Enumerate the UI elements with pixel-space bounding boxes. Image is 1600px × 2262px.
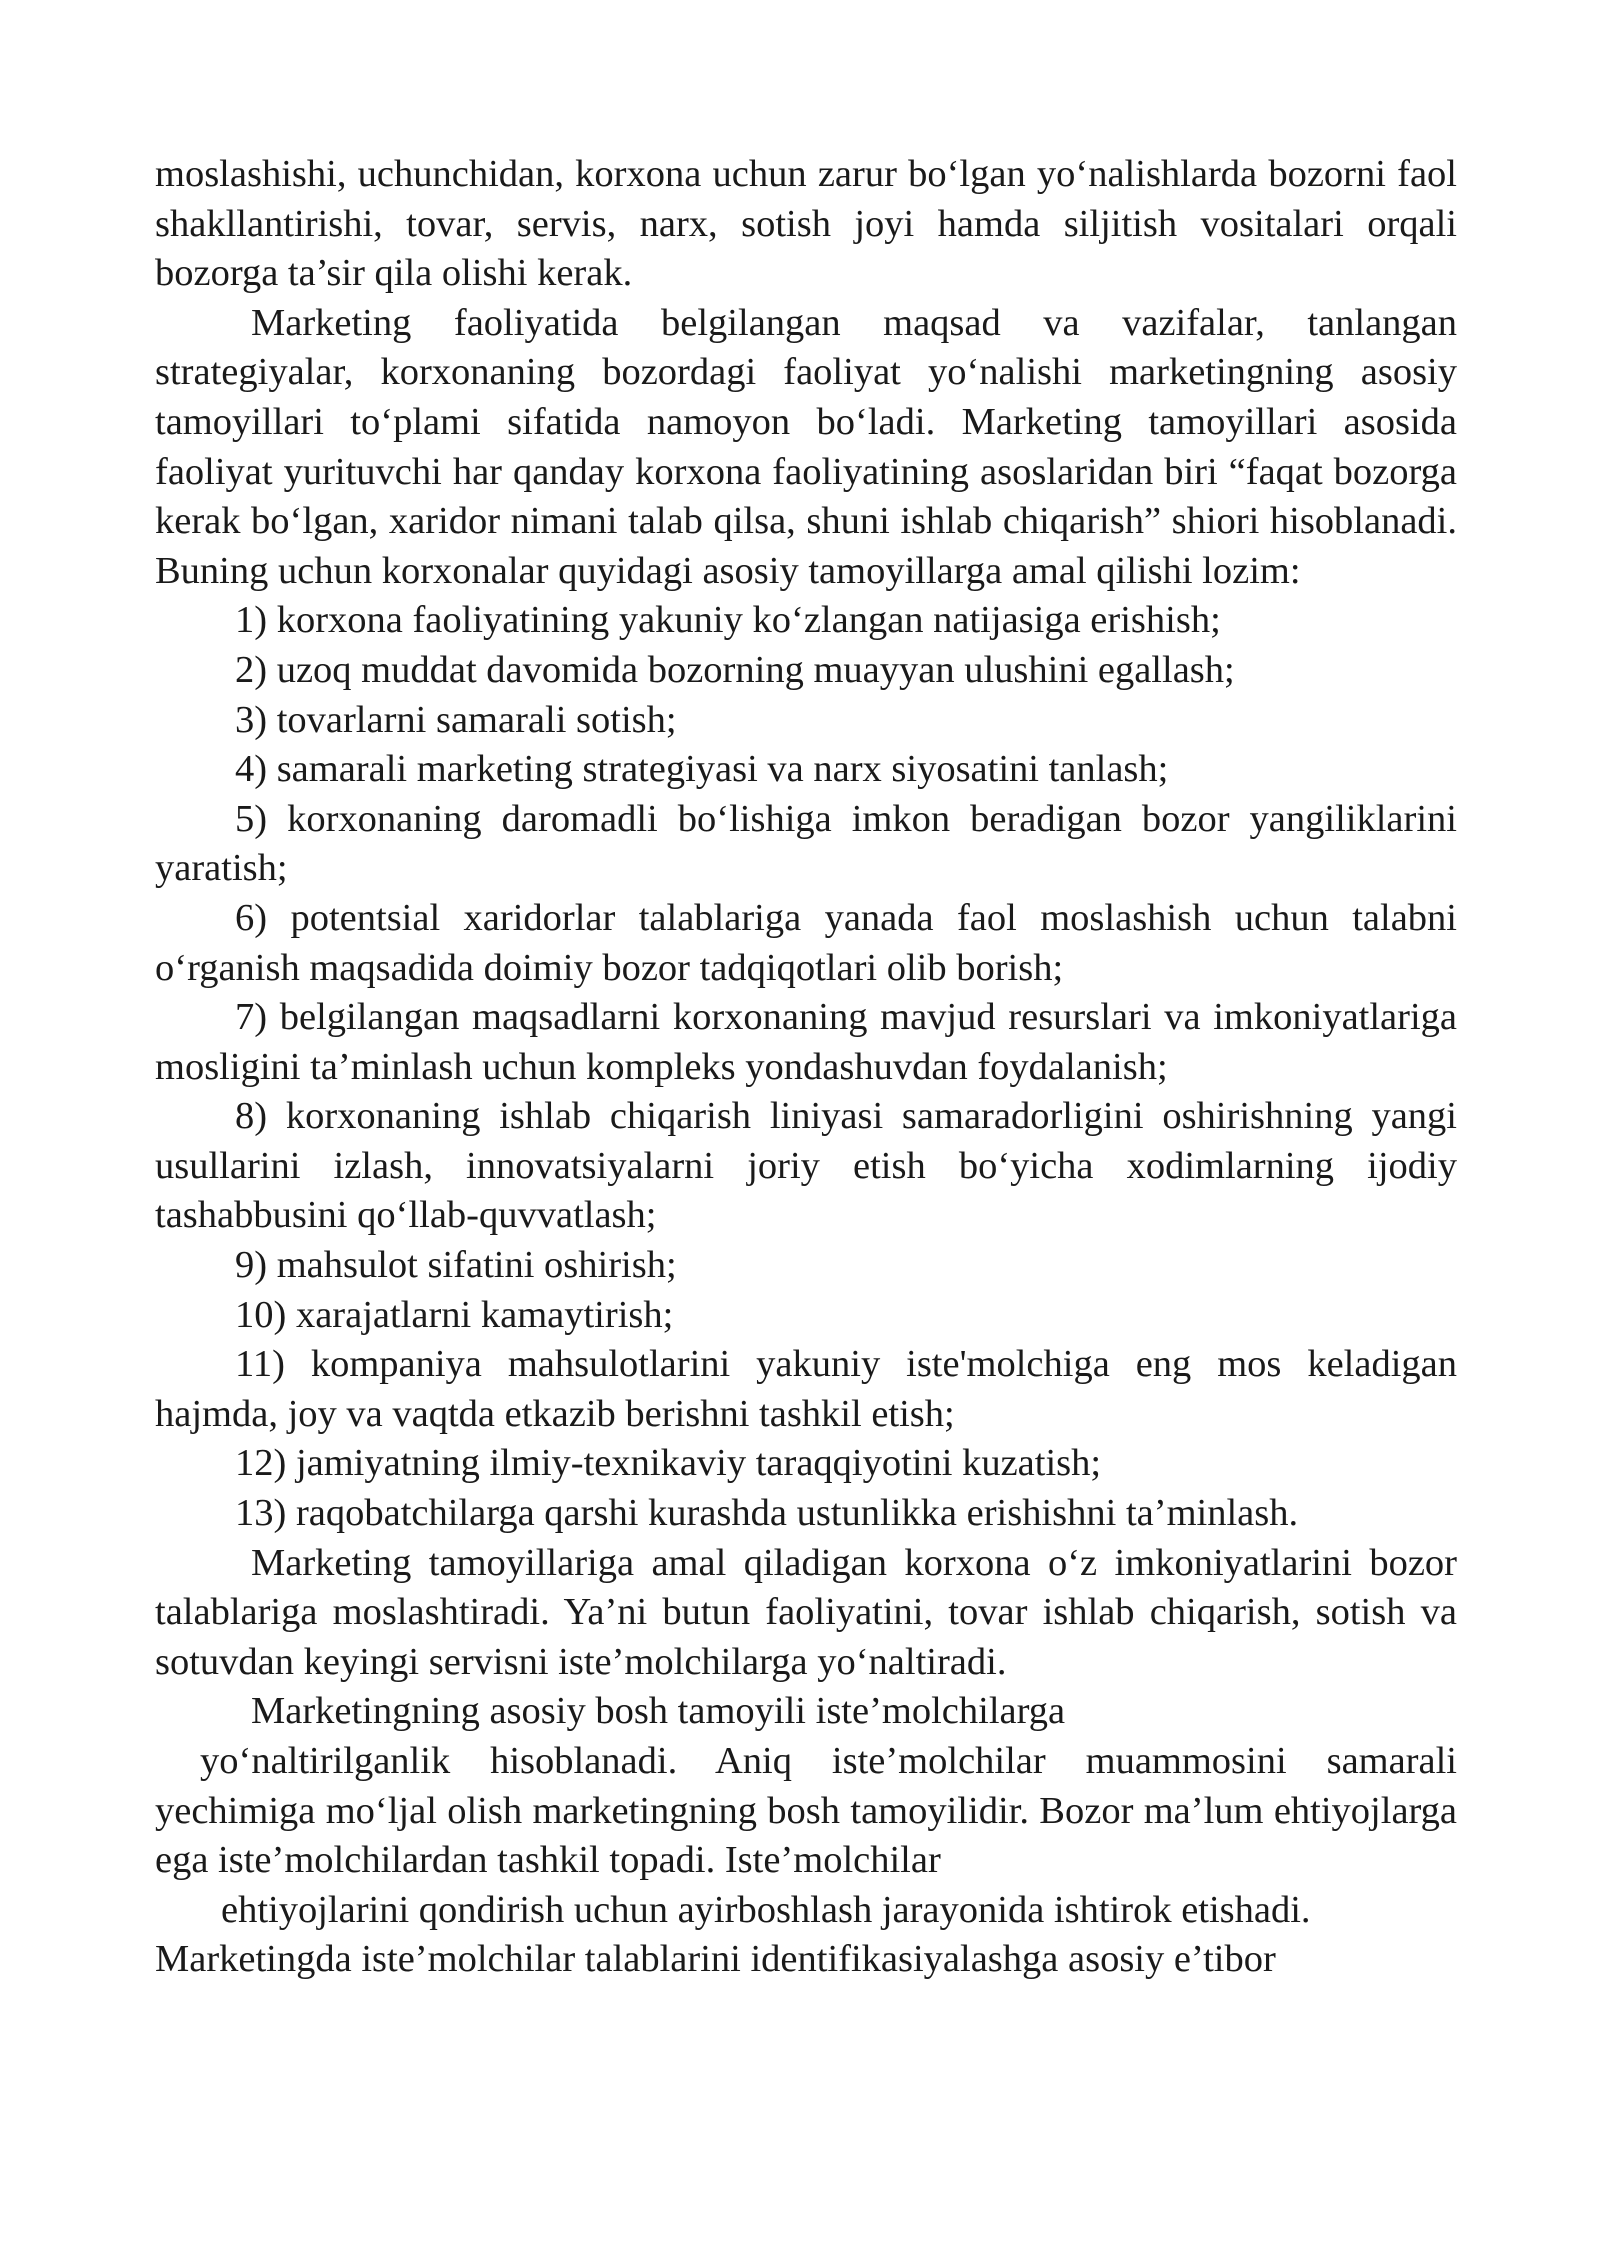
paragraph-consumer-needs: ehtiyojlarini qondirish uchun ayirboshlash jarayonida ishtirok etishadi.	[221, 1888, 1311, 1931]
paragraph-marketing-principles: Marketing faoliyatida belgilangan maqsad va vazifalar, tanlangan strategiyalar, korxonaning bozordagi faoliyat yo‘nalishi marketingning asosiy tamoyillari to‘plami sifatida namoyon bo‘ladi. Marketing tamoyillari asosida faoliyat yurituvchi har qanday korxona faoliyatining asoslaridan biri “faqat bozorga kerak bo‘lgan, xaridor nimani talab qilsa, shuni ishlab chiqarish” shiori hisoblanadi. Buning uchun korxonalar quyidagi asosiy tamoyillarga amal qilishi lozim:	[155, 301, 1457, 592]
list-item-7: 7) belgilangan maqsadlarni korxonaning mavjud resurslari va imkoniyatlariga mosligini ta’minlash uchun kompleks yondashuvdan foydalanish;	[155, 996, 1457, 1088]
list-item-5: 5) korxonaning daromadli bo‘lishiga imkon beradigan bozor yangiliklarini yaratish;	[155, 797, 1457, 890]
list-item-2: 2) uzoq muddat davomida bozorning muayyan ulushini egallash;	[235, 648, 1235, 691]
paragraph-adaptation: Marketing tamoyillariga amal qiladigan korxona o‘z imkoniyatlarini bozor talablariga moslashtiradi. Ya’ni butun faoliyatini, tovar ishlab chiqarish, sotish va sotuvdan keyingi servisni iste’molchilarga yo‘naltiradi.	[155, 1541, 1457, 1683]
list-item-8: 8) korxonaning ishlab chiqarish liniyasi samaradorligini oshirishning yangi usullarini izlash, innovatsiyalarni joriy etish bo‘yicha xodimlarning ijodiy tashabbusini qo‘llab-quvvatlash;	[155, 1095, 1457, 1237]
list-item-4: 4) samarali marketing strategiyasi va narx siyosatini tanlash;	[235, 748, 1169, 791]
list-item-12: 12) jamiyatning ilmiy-texnikaviy taraqqiyotini kuzatish;	[235, 1442, 1102, 1485]
paragraph-intro-continuation: moslashishi, uchunchidan, korxona uchun zarur bo‘lgan yo‘nalishlarda bozorni faol shakllantirishi, tovar, servis, narx, sotish joyi hamda siljitish vositalari orqali bozorga ta’sir qila olishi kerak.	[155, 153, 1457, 295]
paragraph-main-principle: yo‘naltirilganlik hisoblanadi. Aniq iste’molchilar muammosini samarali yechimiga mo‘ljal olish marketingning bosh tamoyilidir. Bozor ma’lum ehtiyojlarga ega iste’molchilardan tashkil topadi. Iste’molchilar	[155, 1740, 1457, 1882]
list-item-11: 11) kompaniya mahsulotlarini yakuniy iste'molchiga eng mos keladigan hajmda, joy va vaqtda etkazib berishni tashkil etish;	[155, 1343, 1457, 1435]
paragraph-main-principle-start: Marketingning asosiy bosh tamoyili iste’molchilarga	[251, 1690, 1066, 1733]
list-item-13: 13) raqobatchilarga qarshi kurashda ustunlikka erishishni ta’minlash.	[235, 1492, 1299, 1535]
list-item-6: 6) potentsial xaridorlar talablariga yanada faol moslashish uchun talabni o‘rganish maqsadida doimiy bozor tadqiqotlari olib borish;	[155, 896, 1457, 989]
document-page	[155, 150, 1457, 1985]
list-item-3: 3) tovarlarni samarali sotish;	[235, 698, 677, 741]
paragraph-identification: Marketingda iste’molchilar talablarini identifikasiyalashga asosiy e’tibor	[155, 1938, 1276, 1981]
list-item-9: 9) mahsulot sifatini oshirish;	[235, 1244, 677, 1287]
list-item-10: 10) xarajatlarni kamaytirish;	[235, 1293, 674, 1336]
list-item-1: 1) korxona faoliyatining yakuniy ko‘zlangan natijasiga erishish;	[235, 599, 1221, 642]
